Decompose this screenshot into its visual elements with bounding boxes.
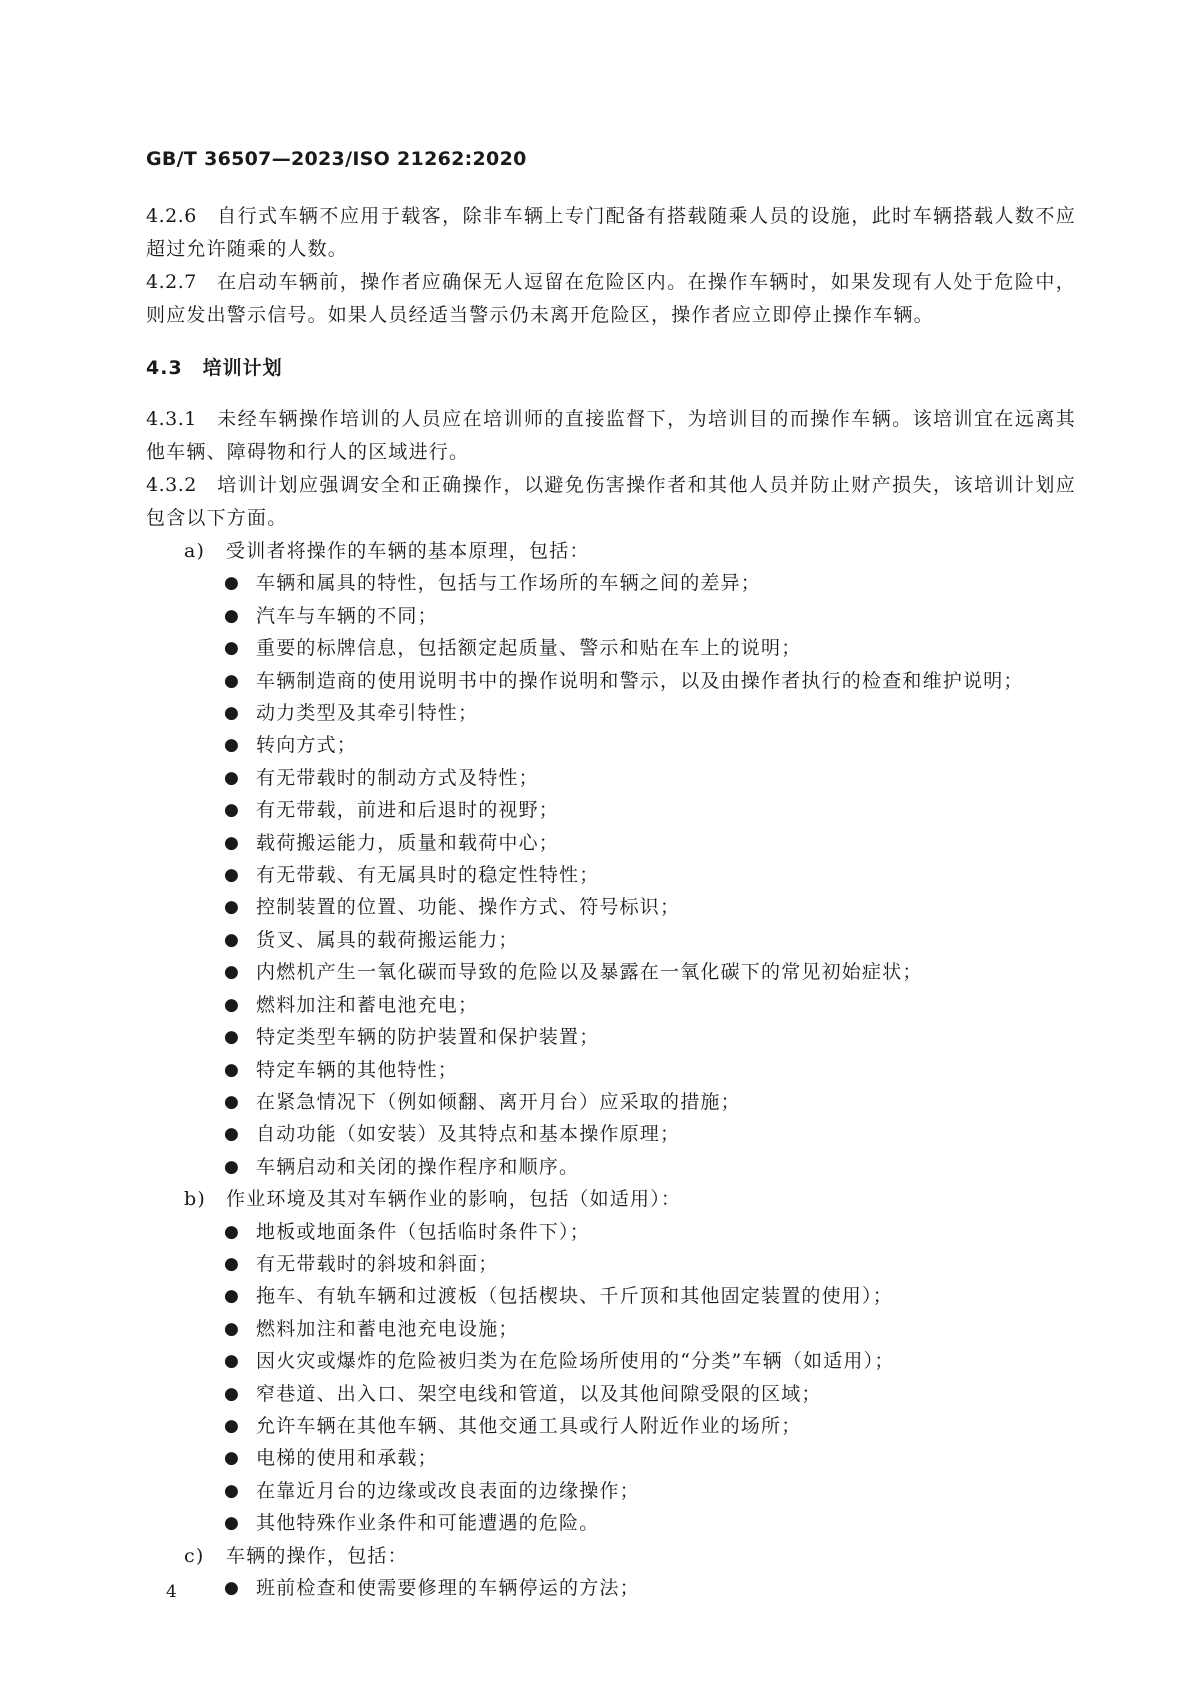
list-item-text: 地板或地面条件（包括临时条件下）； [256, 1220, 590, 1243]
list-item-text: 有无带载、有无属具时的稳定性特性； [256, 864, 600, 887]
list-a-label [146, 535, 1076, 567]
list-item [224, 794, 1076, 826]
bullet-icon: ● [224, 605, 241, 626]
list-item [224, 891, 1076, 923]
list-item-text: 自动功能（如安装）及其特点和基本操作原理； [256, 1123, 681, 1146]
list-item-text: 汽车与车辆的不同； [256, 604, 438, 627]
list-item-text: 货叉、属具的载荷搬运能力； [256, 928, 519, 951]
list-item [224, 665, 1076, 697]
list-item [224, 924, 1076, 956]
list-item [224, 956, 1076, 988]
list-item-text: 特定车辆的其他特性； [256, 1058, 459, 1081]
section-number: 4.3 [146, 357, 183, 379]
list-item [224, 1507, 1076, 1539]
bullet-icon: ● [224, 897, 241, 918]
bullet-icon: ● [224, 767, 241, 788]
clause-text: 未经车辆操作培训的人员应在培训师的直接监督下，为培训目的而操作车辆。该培训宜在远离其他车辆、障碍物和行人的区域进行。 [146, 408, 1076, 463]
bullet-icon: ● [224, 1124, 241, 1145]
list-item [224, 1021, 1076, 1053]
list-c-bullets [146, 1572, 1076, 1604]
list-label-text: 作业环境及其对车辆作业的影响，包括（如适用）： [226, 1188, 682, 1211]
bullet-icon: ● [224, 832, 241, 853]
list-item-text: 动力类型及其牵引特性； [256, 702, 479, 725]
list-c-label [146, 1540, 1076, 1572]
bullet-icon: ● [224, 670, 241, 691]
bullet-icon: ● [224, 962, 241, 983]
page-number: 4 [166, 1582, 177, 1602]
list-item-text: 转向方式； [256, 734, 358, 757]
list-item [224, 697, 1076, 729]
bullet-icon: ● [224, 929, 241, 950]
list-item [224, 1280, 1076, 1312]
bullet-icon: ● [224, 1480, 241, 1501]
list-item-text: 控制装置的位置、功能、操作方式、符号标识； [256, 896, 681, 919]
standard-number-header: GB/T 36507—2023/ISO 21262:2020 [146, 148, 527, 170]
list-item [224, 600, 1076, 632]
clause-number: 4.2.7 [146, 271, 197, 293]
list-item [224, 729, 1076, 761]
clause-number: 4.2.6 [146, 205, 197, 227]
bullet-icon: ● [224, 1221, 241, 1242]
list-item-text: 拖车、有轨车辆和过渡板（包括楔块、千斤顶和其他固定装置的使用）； [256, 1285, 893, 1308]
list-item-text: 有无带载时的制动方式及特性； [256, 766, 539, 789]
bullet-icon: ● [224, 800, 241, 821]
bullet-icon: ● [224, 1383, 241, 1404]
bullet-icon: ● [224, 1253, 241, 1274]
list-item [224, 1475, 1076, 1507]
list-item [224, 1054, 1076, 1086]
list-item-text: 内燃机产生一氧化碳而导致的危险以及暴露在一氧化碳下的常见初始症状； [256, 961, 923, 984]
list-item-text: 电梯的使用和承载； [256, 1447, 438, 1470]
bullet-icon: ● [224, 1415, 241, 1436]
bullet-icon: ● [224, 703, 241, 724]
list-item-text: 特定类型车辆的防护装置和保护装置； [256, 1026, 600, 1049]
list-item-text: 车辆制造商的使用说明书中的操作说明和警示，以及由操作者执行的检查和维护说明； [256, 669, 1024, 692]
clause-text: 在启动车辆前，操作者应确保无人逗留在危险区内。在操作车辆时，如果发现有人处于危险中，则应发出警示信号。如果人员经适当警示仍未离开危险区，操作者应立即停止操作车辆。 [146, 271, 1076, 326]
list-item [224, 1216, 1076, 1248]
bullet-icon: ● [224, 994, 241, 1015]
clause-number: 4.3.1 [146, 408, 197, 430]
document-body [146, 200, 1076, 1604]
list-item-text: 在靠近月台的边缘或改良表面的边缘操作； [256, 1479, 640, 1502]
list-item-text: 窄巷道、出入口、架空电线和管道，以及其他间隙受限的区域； [256, 1382, 822, 1405]
list-item-text: 燃料加注和蓄电池充电设施； [256, 1317, 519, 1340]
clause-number: 4.3.2 [146, 474, 197, 496]
list-item-text: 因火灾或爆炸的危险被归类为在危险场所使用的“分类”车辆（如适用）； [256, 1350, 895, 1373]
list-label-text: 受训者将操作的车辆的基本原理，包括： [226, 540, 590, 562]
bullet-icon: ● [224, 1286, 241, 1307]
list-letter: b) [184, 1188, 206, 1211]
bullet-icon: ● [224, 1448, 241, 1469]
list-item [224, 567, 1076, 599]
bullet-icon: ● [224, 735, 241, 756]
list-b-bullets [146, 1216, 1076, 1540]
list-item [224, 632, 1076, 664]
section-heading-4-3 [146, 352, 1076, 385]
list-item-text: 有无带载，前进和后退时的视野； [256, 799, 560, 822]
list-item-text: 车辆启动和关闭的操作程序和顺序。 [256, 1155, 580, 1178]
list-item [224, 1410, 1076, 1442]
list-item [224, 1118, 1076, 1150]
list-item-text: 其他特殊作业条件和可能遭遇的危险。 [256, 1512, 600, 1535]
list-item-text: 载荷搬运能力，质量和载荷中心； [256, 831, 560, 854]
list-item [224, 1151, 1076, 1183]
bullet-icon: ● [224, 865, 241, 886]
bullet-icon: ● [224, 1318, 241, 1339]
bullet-icon: ● [224, 1351, 241, 1372]
list-item-text: 重要的标牌信息，包括额定起质量、警示和贴在车上的说明； [256, 637, 802, 660]
list-item [224, 859, 1076, 891]
bullet-icon: ● [224, 638, 241, 659]
list-a-bullets [146, 567, 1076, 1183]
list-item [224, 1248, 1076, 1280]
list-item [224, 1572, 1076, 1604]
list-item [224, 1345, 1076, 1377]
list-item [224, 1378, 1076, 1410]
bullet-icon: ● [224, 1578, 241, 1598]
section-title: 培训计划 [202, 357, 283, 379]
clause-4-2-6 [146, 200, 1076, 266]
clause-4-3-2 [146, 469, 1076, 535]
bullet-icon: ● [224, 573, 241, 594]
list-item-text: 在紧急情况下（例如倾翻、离开月台）应采取的措施； [256, 1090, 741, 1113]
bullet-icon: ● [224, 1513, 241, 1534]
bullet-icon: ● [224, 1156, 241, 1177]
list-item [224, 989, 1076, 1021]
bullet-icon: ● [224, 1059, 241, 1080]
list-item-text: 车辆和属具的特性，包括与工作场所的车辆之间的差异； [256, 572, 762, 595]
clause-4-2-7 [146, 266, 1076, 332]
list-item [224, 1313, 1076, 1345]
list-item [224, 1442, 1076, 1474]
clause-4-3-1 [146, 403, 1076, 469]
list-item-text: 班前检查和使需要修理的车辆停运的方法； [256, 1577, 640, 1599]
list-item [224, 827, 1076, 859]
bullet-icon: ● [224, 1091, 241, 1112]
bullet-icon: ● [224, 1027, 241, 1048]
list-item-text: 允许车辆在其他车辆、其他交通工具或行人附近作业的场所； [256, 1414, 802, 1437]
clause-text: 培训计划应强调安全和正确操作，以避免伤害操作者和其他人员并防止财产损失，该培训计划应包含以下方面。 [146, 474, 1076, 529]
list-b-label [146, 1183, 1076, 1215]
clause-text: 自行式车辆不应用于载客，除非车辆上专门配备有搭载随乘人员的设施，此时车辆搭载人数不应超过允许随乘的人数。 [146, 205, 1076, 260]
list-item-text: 燃料加注和蓄电池充电； [256, 993, 479, 1016]
list-item-text: 有无带载时的斜坡和斜面； [256, 1252, 499, 1275]
list-item [224, 1086, 1076, 1118]
list-item [224, 762, 1076, 794]
list-letter: a) [184, 540, 206, 562]
list-letter: c) [184, 1544, 205, 1567]
list-label-text: 车辆的操作，包括： [226, 1544, 408, 1567]
